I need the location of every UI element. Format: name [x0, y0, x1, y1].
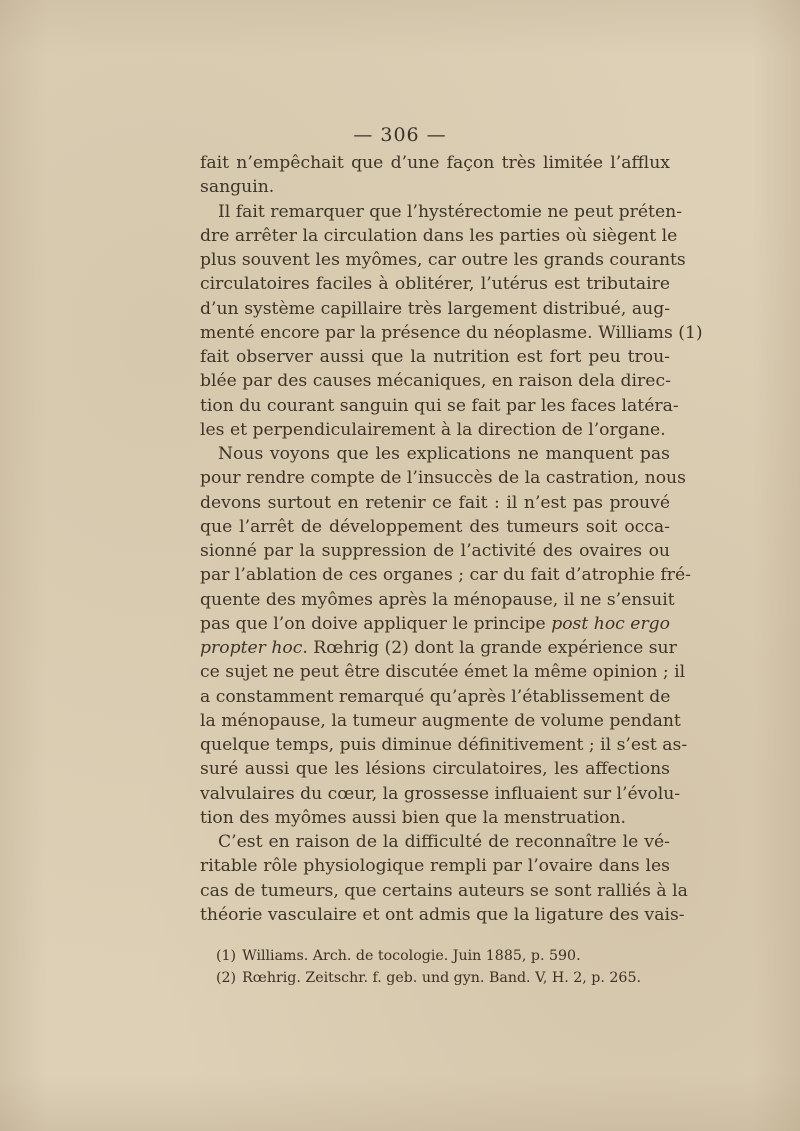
text-line: menté encore par la présence du néoplasme. Williams (1)	[200, 322, 703, 343]
footnote	[216, 945, 676, 967]
text-line: fait n’empêchait que d’une façon très limitée l’afflux	[200, 153, 670, 173]
text-line: tion des myômes aussi bien que la menstruation.	[200, 807, 626, 828]
text-line: fait observer aussi que la nutrition est fort peu trou-	[200, 347, 670, 367]
text-line-with-italic	[200, 612, 670, 636]
italic-phrase: post hoc ergo	[551, 613, 671, 634]
page-number: — 306 —	[353, 124, 447, 146]
footnote-label: (1)	[216, 948, 237, 964]
footnote-text: Rœhrig. Zeitschr. f. geb. und gyn. Band. V, H. 2, p. 265.	[242, 970, 641, 986]
text-line: sionné par la suppression de l’activité des ovaires ou	[200, 541, 670, 561]
text-line: d’un système capillaire très largement distribué, aug-	[200, 298, 670, 319]
text-line: devons surtout en retenir ce fait : il n’est pas prouvé	[200, 492, 670, 513]
text-line: cas de tumeurs, que certains auteurs se sont ralliés à la	[200, 880, 688, 901]
text-line: ritable rôle physiologique rempli par l’ovaire dans les	[200, 856, 670, 877]
text-line: suré aussi que les lésions circulatoires, les affections	[200, 759, 670, 780]
text-line: tion du courant sanguin qui se fait par les faces latéra-	[200, 395, 679, 416]
text-line: par l’ablation de ces organes ; car du fait d’atrophie fré-	[200, 565, 691, 586]
text-line: théorie vasculaire et ont admis que la ligature des vais-	[200, 904, 685, 925]
italic-phrase: propter hoc	[200, 638, 303, 658]
footnote-text: Williams. Arch. de tocologie. Juin 1885, p. 590.	[242, 948, 581, 964]
footnotes	[216, 945, 676, 989]
text-line: Nous voyons que les explications ne manquent pas	[218, 444, 670, 464]
footnote-label: (2)	[216, 970, 237, 986]
text-line: que l’arrêt de développement des tumeurs soit occa-	[200, 516, 670, 537]
body-text	[200, 151, 703, 927]
text-line: ce sujet ne peut être discutée émet la même opinion ; il	[200, 662, 686, 683]
text-line: les et perpendiculairement à la direction de l’organe.	[200, 419, 666, 440]
text-line: quelque temps, puis diminue définitivement ; il s’est as-	[200, 735, 688, 755]
text-line: dre arrêter la circulation dans les parties où siègent le	[200, 225, 678, 246]
text-line: valvulaires du cœur, la grossesse influaient sur l’évolu-	[200, 783, 681, 804]
text-line-with-italic	[200, 636, 677, 660]
text-line: C’est en raison de la difficulté de reconnaître le vé-	[218, 832, 670, 852]
text-fragment: . Rœhrig (2) dont la grande expérience sur	[302, 638, 677, 658]
text-line: sanguin.	[200, 177, 275, 198]
text-fragment: pas que l’on doive appliquer le principe	[200, 613, 546, 634]
text-line: plus souvent les myômes, car outre les grands courants	[200, 250, 686, 270]
text-line: circulatoires faciles à oblitérer, l’utérus est tributaire	[200, 274, 670, 295]
text-line: Il fait remarquer que l’hystérectomie ne peut préten-	[218, 201, 683, 222]
text-line: a constamment remarqué qu’après l’établissement de	[200, 686, 671, 707]
text-line: la ménopause, la tumeur augmente de volume pendant	[200, 710, 681, 731]
footnote	[216, 967, 676, 989]
text-line: blée par des causes mécaniques, en raison dela direc-	[200, 371, 671, 392]
text-line: quente des myômes après la ménopause, il ne s’ensuit	[200, 589, 675, 610]
text-line: pour rendre compte de l’insuccès de la castration, nous	[200, 468, 686, 489]
